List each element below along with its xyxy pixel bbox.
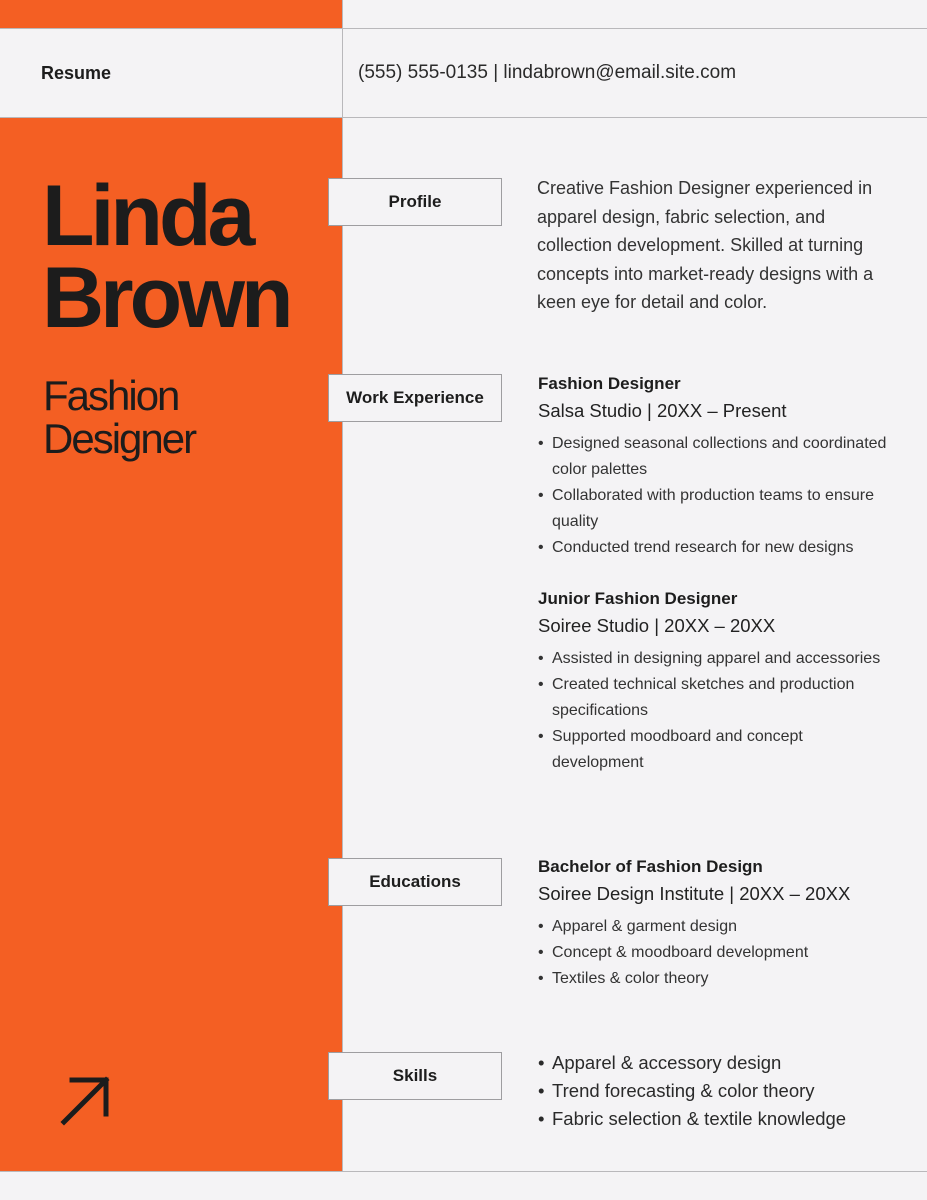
job-bullets bbox=[538, 431, 898, 561]
role-line-2: Designer bbox=[43, 415, 196, 462]
section-tag-profile: Profile bbox=[328, 178, 502, 226]
job-bullets bbox=[538, 646, 898, 776]
list-item: • Fabric selection & textile knowledge bbox=[538, 1105, 898, 1133]
role-line-1: Fashion bbox=[43, 372, 179, 419]
list-item: • Textiles & color theory bbox=[538, 966, 898, 992]
list-item: • Created technical sketches and production specifications bbox=[538, 672, 898, 724]
last-name: Brown bbox=[42, 250, 290, 346]
degree-title: Bachelor of Fashion Design bbox=[538, 857, 763, 876]
list-item: • Supported moodboard and concept development bbox=[538, 724, 898, 776]
footer-bar bbox=[0, 1171, 927, 1200]
accent-top-strip bbox=[0, 0, 342, 28]
job-title: Junior Fashion Designer bbox=[538, 589, 738, 608]
person-name bbox=[42, 168, 290, 346]
work-entry bbox=[538, 586, 898, 776]
work-entry bbox=[538, 371, 898, 561]
list-item: • Designed seasonal collections and coordinated color palettes bbox=[538, 431, 898, 483]
contact-info: (555) 555-0135 | lindabrown@email.site.com bbox=[358, 62, 737, 83]
education-entry bbox=[538, 854, 898, 992]
list-item: • Assisted in designing apparel and accessories bbox=[538, 646, 898, 672]
person-role bbox=[43, 374, 195, 460]
list-item: • Trend forecasting & color theory bbox=[538, 1077, 898, 1105]
list-item: • Apparel & garment design bbox=[538, 914, 898, 940]
document-label: Resume bbox=[41, 63, 112, 83]
job-company: Salsa Studio | 20XX – Present bbox=[538, 400, 787, 421]
list-item: • Apparel & accessory design bbox=[538, 1049, 898, 1077]
list-item: • Conducted trend research for new designs bbox=[538, 535, 898, 561]
job-company: Soiree Studio | 20XX – 20XX bbox=[538, 615, 776, 636]
first-name: Linda bbox=[42, 168, 252, 264]
education-bullets bbox=[538, 914, 898, 992]
skills-list bbox=[538, 1049, 898, 1133]
section-tag-educations: Educations bbox=[328, 858, 502, 906]
list-item: • Collaborated with production teams to ensure quality bbox=[538, 483, 898, 535]
section-tag-work-experience: Work Experience bbox=[328, 374, 502, 422]
job-title: Fashion Designer bbox=[538, 374, 681, 393]
section-tag-skills: Skills bbox=[328, 1052, 502, 1100]
profile-text: Creative Fashion Designer experienced in apparel design, fabric selection, and collection development. Skilled at turning concepts into market-ready designs with a keen eye for detail and color. bbox=[537, 178, 874, 312]
school-name: Soiree Design Institute | 20XX – 20XX bbox=[538, 883, 851, 904]
column-divider bbox=[342, 0, 343, 1172]
arrow-up-right-icon bbox=[60, 1074, 112, 1126]
list-item: • Concept & moodboard development bbox=[538, 940, 898, 966]
header-bar bbox=[0, 28, 927, 118]
